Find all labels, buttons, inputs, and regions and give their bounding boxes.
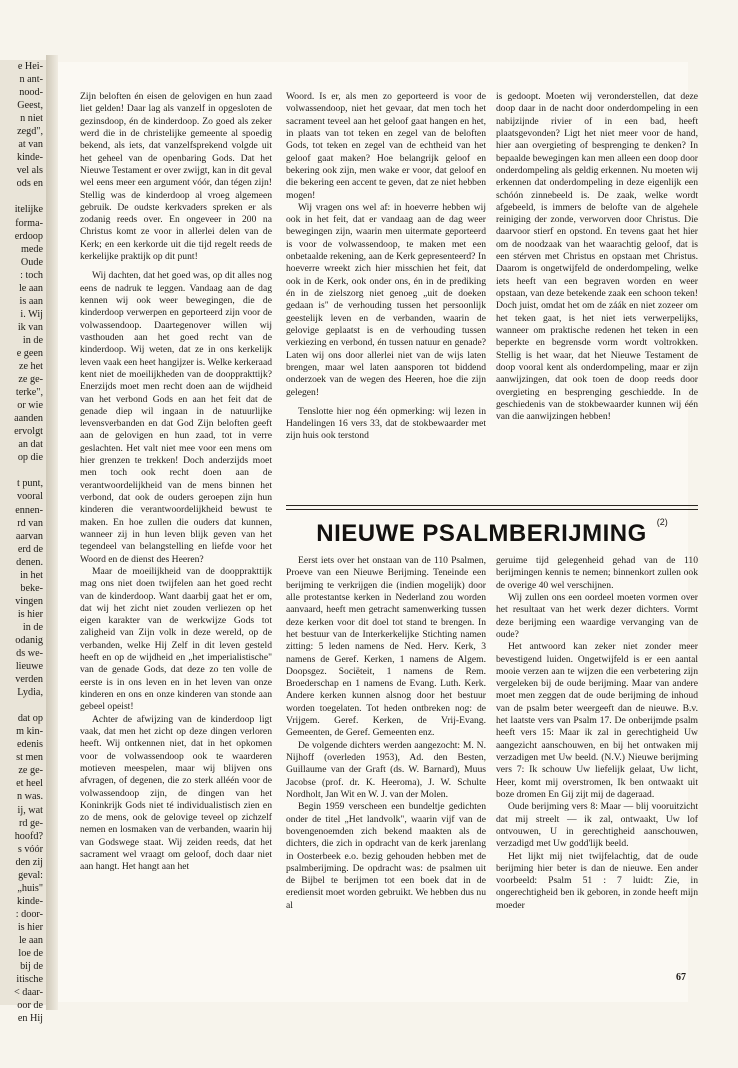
prev-page-fragment: ze ge- — [18, 374, 43, 386]
prev-page-fragment: en Hij — [17, 1013, 43, 1025]
prev-page-fragment: lieuwe — [15, 661, 43, 673]
section-divider — [286, 505, 698, 506]
article-heading — [286, 516, 698, 548]
prev-page-fragment: itelijke — [14, 204, 43, 216]
prev-page-fragment: is aan — [19, 295, 43, 307]
paragraph: geruime tijd gelegenheid gehad van de 110 berijmingen kennis te nemen; binnenkort zullen ook de overige 40 wel verschijnen. — [496, 555, 698, 591]
prev-page-fragment: kinde- — [16, 152, 43, 164]
prev-page-fragment: edenis — [16, 739, 43, 751]
paragraph: Het lijkt mij niet twijfelachtig, dat de oude berijming hier beter is dan de nieuwe. Een ander voorbeeld: Psalm 51 : 7 luidt: Zie, in ongerechtigheid ben ik geboren, in zonde heeft mijn moeder — [496, 850, 698, 911]
column-middle-bottom — [286, 555, 486, 912]
prev-page-fragment: ds we- — [16, 648, 43, 660]
prev-page-fragment: kinde- — [16, 895, 43, 907]
prev-page-fragment: oor de — [17, 1000, 43, 1012]
paragraph: Wij vragen ons wel af: in hoeverre hebben wij ook in het feit, dat er vandaag aan de dag weer bewegingen zijn, waarin men uitermate geporteerd is voor de volwassendoop, te maken met een onbetaalde rekening, aan de Kerk gepresenteerd? In hoeverre wreekt zich hier misschien het feit, dat ook in de Kerk, ook onder ons, én in de prediking én in de zielszorg niet genoeg „uit de doeken gedaan is" de verhouding tussen het persoonlijk geestelijk leven en de verbanden, waarin de gelovige geplaatst is en de verhouding tussen verkiezing en verbond, én tussen natuur en genade? Laten wij ons door allerlei niet van de wijs laten brengen, maar wel laten aansporen tot biddend onderzoek van de wegen des Heeren, hoe die zijn gelegen! — [286, 201, 486, 398]
prev-page-fragment: ze ge- — [18, 765, 43, 777]
prev-page-fragment: dat op — [17, 713, 43, 725]
prev-page-fragment: erdoop — [14, 230, 43, 242]
prev-page-fragment: mede — [20, 243, 43, 255]
prev-page-fragment: : toch — [20, 269, 43, 281]
prev-page-fragment: zegd", — [17, 126, 43, 138]
column-right-top — [496, 91, 698, 423]
prev-page-fragment: aanden — [14, 413, 43, 425]
prev-page-fragment — [0, 699, 46, 712]
article-part-number: (2) — [656, 516, 668, 527]
prev-page-fragment: vooral — [16, 491, 43, 503]
prev-page-fragment: Oude — [20, 256, 43, 268]
paragraph: Het antwoord kan zeker niet zonder meer bevestigend luiden. Ongetwijfeld is er een aantal mooie verzen aan te wijzen die een verbetering zijn vergeleken bij de oude berijming. Maar van andere moet men zeggen dat de oude berijming de inhoud van de psalm beter weergeeft dan de nieuwe. B.v. het laatste vers van Psalm 17. De onberijmde psalm heeft vers 15: Maar ik zal in gerechtigheid Uw aangezicht aanschouwen, en bij het ontwaken mij verzadigen met Uw beeld. (N.V.) Nieuwe berijming vers 7: Ik schouw Uw liefelijk gelaat, Uw licht, Heer, komt mij overstromen, Ik ben ontwaakt uit boze dromen En Gij zijt mij de dageraad. — [496, 641, 698, 800]
prev-page-fragment: ij, wat — [17, 804, 43, 816]
paragraph: Eerst iets over het onstaan van de 110 Psalmen, Proeve van een Nieuwe Berijming. Teneinde een berijming te verkrijgen die (indien mogelijk) door alle protestantse kerken in Nederland zou worden aanvaard, heeft men getracht samenwerking tussen deze kerken voor dit doel tot stand te brengen. In het bestuur van de Interkerkelijke Stichting namen zitting: 5 leden namens de Ned. Herv. Kerk, 3 namens de Geref. Kerken, 1 namens de Algem. Doopsgez. Sociëteit, 1 namens de Rem. Broederschap en 1 namens de Evang. Luth. Kerk. Andere kerken kunnen alsnog door het bestuur worden toegelaten. Tot heden ontbreken nog: de Vrijgem. Geref. Kerken, de Vrij-Evang. Gemeenten, de Geref. Gemeenten enz. — [286, 555, 486, 739]
column-left — [80, 91, 272, 874]
prev-page-fragment: den zij — [15, 856, 43, 868]
prev-page-fragment: e Hei- — [17, 61, 43, 72]
prev-page-fragment: ods en — [16, 178, 43, 190]
prev-page-fragment: t punt, — [16, 478, 43, 490]
prev-page-fragment: is hier — [17, 608, 43, 620]
paragraph: Oude berijming vers 8: Maar — blij vooruitzicht dat mij streelt — ik zal, ontwaakt, Uw lof ontvouwen, U in gerechtigheid aanschouwen, verzadigd met Uw godd'lijk beeld. — [496, 801, 698, 850]
prev-page-fragment: erd de — [17, 543, 43, 555]
prev-page-fragment: le aan — [18, 282, 43, 294]
prev-page-fragment: < daar- — [13, 987, 43, 999]
prev-page-fragment: n was. — [16, 791, 43, 803]
prev-page-fragment: geval: — [18, 869, 43, 881]
prev-page-fragment: et heel — [16, 778, 43, 790]
prev-page-fragment: ennen- — [15, 504, 43, 516]
prev-page-fragment: : door- — [15, 908, 43, 920]
prev-page-fragment: beke- — [20, 582, 43, 594]
prev-page-fragment: n ant- — [19, 74, 43, 86]
prev-page-fragment: in het — [20, 569, 43, 581]
prev-page-fragment: Lydia, — [17, 687, 43, 699]
prev-page-fragment: n niet — [20, 113, 43, 125]
prev-page-fragment: or wie — [17, 400, 43, 412]
prev-page-fragment: ze het — [18, 361, 43, 373]
prev-page-fragment: m kin- — [16, 726, 43, 738]
paragraph: is gedoopt. Moeten wij veronderstellen, dat deze doop daar in de nacht door onderdompeling in een nabijzijnde rivier of in een bad, heeft plaatsgevonden? Ligt het niet meer voor de hand, hier aan overgieting of besprenging te denken? In bepaalde bewegingen kan men alleen een doop door onderdompeling als geldig erkennen. Nu moeten wij erkennen dat onderdompeling in deze eigenlijk een schóón zinnebeeld is. De zaak, welke wordt afgebeeld, is immers de belofte van de algehele reiniging der zonde, verworven door Christus. Die daarvoor stierf en opstond. En tevens gaat het hier om de noodzaak van het waarachtig geloof, dat is een stérven met Christus en opstaan met Christus. Daarom is ongetwijfeld de onderdompeling, welke iets heeft van een begraven worden en weer opstaan, van deze betekende zaak een schoon teken! Doch juist, omdat het om de záák en niet zozeer om het teken gaat, is het niet iets verwerpelijks, wanneer om praktische redenen het teken in een beperkte en begrensde vorm wordt voltrokken. Stellig is het waar, dat het Nieuwe Testament de doop vooral kent als onderdompeling, maar er zijn aanwijzingen, dat ook toen de doop reeds door overgieting en besprenging geschiedde. In de geschiedenis van de stokbewaarder kunnen wij één van die aanwijzingen hebben! — [496, 91, 698, 423]
prev-page-fragment: rd ge- — [18, 817, 43, 829]
prev-page-fragment: hoofd? — [14, 830, 43, 842]
column-right-bottom — [496, 555, 698, 912]
prev-page-fragment — [0, 190, 46, 203]
prev-page-fragment: rd van — [17, 517, 43, 529]
paragraph: Zijn beloften én eisen de gelovigen en hun zaad liet gelden! Daar lag als vanzelf in opgesloten de gezinsdoop, én de kinderdoop. Zo goed als zeker werd die in de christelijke gemeente al spoedig bekend, als iets, dat vanzelfsprekend volgde uit het geheel van de openbaring Gods. Dat het Nieuwe Testament er over zwijgt, kan in dit geval wel eens meer een argument vóór, dan tégen zijn! Stellig was de kinderdoop al vroeg algemeen gebruik. De oudste kerkvaders spreken er als zodanig reeds over. En ongeveer in 200 na Christus komt ze voor in allerlei delen van de Kerk; en een kerkorde uit die tijd regelt reeds de kerkelijke praktijk op dit punt! — [80, 91, 272, 263]
prev-page-fragment: at van — [18, 139, 43, 151]
section-divider-thin — [286, 509, 698, 510]
prev-page-fragment: nood- — [19, 87, 43, 99]
paragraph: De volgende dichters werden aangezocht: M. N. Nijhoff (overleden 1953), Ad. den Besten, Guillaume van der Graft (ds. W. Barnard), Muus Jacobse (prof. dr. K. Heeroma), J. W. Schulte Nordholt, Jan Wit en W. J. van der Molen. — [286, 739, 486, 800]
prev-page-fragment: vingen — [15, 595, 43, 607]
prev-page-fragment: loe de — [18, 948, 43, 960]
paragraph: Tenslotte hier nog één opmerking: wij lezen in Handelingen 16 vers 33, dat de stokbewaarder met zijn huis ook terstond — [286, 405, 486, 442]
prev-page-fragment: in de — [22, 621, 43, 633]
prev-page-fragment: ik van — [17, 321, 43, 333]
previous-page-edge — [0, 60, 48, 1025]
prev-page-fragment: aarvan — [15, 530, 43, 542]
prev-page-fragment: bij de — [20, 961, 43, 973]
prev-page-fragment: is hier — [17, 921, 43, 933]
prev-page-fragment: odanig — [15, 634, 43, 646]
prev-page-fragment: terke", — [15, 387, 43, 399]
prev-page-fragment: verden — [15, 674, 43, 686]
paragraph: Wij dachten, dat het goed was, op dit alles nog eens de nadruk te leggen. Vandaag aan de dag kennen wij ook weer bewegingen, die de kinderdoop verwerpen en geporteerd zijn voor de volwassendoop. Daartegenover willen wij vasthouden aan het goed recht van de kinderdoop. Wij weten, dat ze in ons kerkelijk leven vaak een heet hangijzer is. Welke kerkeraad kent niet de moeilijkheden van de doopprakttijk? Enerzijds moet men recht doen aan de wijdheid van het verbond Gods en aan het feit dat de genade diep wil ingaan in de natuurlijke levensverbanden en dat God Zijn beloften geeft aan de gelovigen en hun zaad, tot in verre geslachten. Het valt niet mee voor een mens om hier grenzen te trekken! Doch anderzijds moet men toch ook recht doen aan de verantwoordelijkheid van de mens binnen het verbond, dat ook de ouders geroepen zijn hun kinderen die verantwoordelijkheid bewust te maken. En hoe zullen die ouders dat kunnen, wanneer zij in hun leven blijk geven van het tegendeel van belangstelling en liefde voor het Woord en de dienst des Heeren? — [80, 270, 272, 565]
book-gutter — [46, 55, 58, 1010]
prev-page-fragment: an dat — [18, 439, 43, 451]
prev-page-fragment: le aan — [18, 935, 43, 946]
prev-page-fragment — [0, 464, 46, 477]
prev-page-fragment: vel als — [16, 165, 43, 177]
paragraph: Achter de afwijzing van de kinderdoop ligt vaak, dat men het zicht op deze dingen verloren heeft. Wij ontkennen niet, dat in het opkomen voor de volwassendoop ook te waarderen motieven meespelen, maar wij blijven ons afvragen, of degenen, die zo sterk alléén voor de volwassendoop zijn, de dingen van het Koninkrijk Gods niet té individualistisch zien en zo de mens, ook de gelovige teveel op zichzelf nemen en losmaken van de verbanden, waarin hij van Godswege staat. Wij zeiden reeds, dat het sacrament wel vraagt om geloof, doch daar niet aan hangt. Het hangt aan het — [80, 713, 272, 873]
prev-page-fragment: forma- — [15, 217, 43, 229]
prev-page-fragment: Geest, — [17, 100, 43, 112]
article-title: NIEUWE PSALMBERIJMING — [316, 520, 647, 547]
prev-page-fragment: itische — [16, 974, 43, 986]
prev-page-fragment: i. Wij — [20, 308, 43, 320]
paragraph: Maar de moeilijkheid van de doopprakttijk mag ons niet doen twijfelen aan het goed recht van de kinderdoop. Want daarbij gaat het er om, dat wij het zicht niet zouden verliezen op het eigen karakter van de werkwijze Gods tot zaligheid van Zijn volk in deze wereld, op de verbanden, welke Hij Zelf in dit leven gesteld heeft en op de wijdheid en „het imperialistische" van de genade Gods, dat deze zo ten volle de eerste is in ons leven en in het leven van onze kinderen en ons en onze kinderen van stonde aan gebeel opeist! — [80, 565, 272, 713]
column-middle-top — [286, 91, 486, 443]
prev-page-fragment: s vóór — [17, 843, 43, 855]
page-number: 67 — [676, 972, 686, 983]
prev-page-fragment: e geen — [16, 347, 43, 359]
prev-page-fragment: st men — [16, 752, 43, 764]
prev-page-fragment: op die — [17, 452, 43, 464]
prev-page-fragment: ervolgt — [14, 426, 43, 438]
paragraph: Wij zullen ons een oordeel moeten vormen over het resultaat van het werk dezer dichters. Vormt deze berijming een waardige vervanging van de oude? — [496, 591, 698, 640]
paragraph: Woord. Is er, als men zo geporteerd is voor de volwassendoop, niet het gevaar, dat men toch het sacrament teveel aan het geloof gaat hangen en het, in plaats van tot teken en zegel van de beloften Gods, tot teken en zegel van de echtheid van het geloof gaat maken? Hoe belangrijk geloof en bekering ook zijn, men wake er voor, dat geloof en die bekering een accent te geven, dat ze niet hebben mogen! — [286, 91, 486, 201]
prev-page-fragment: „huis" — [17, 882, 43, 894]
prev-page-fragment: denen. — [16, 556, 43, 568]
paragraph: Begin 1959 verscheen een bundeltje gedichten onder de titel „Het landvolk", waarin vijf van de bovengenoemden zich bekend maakten als de dichters, die zich in opdracht van de kerk jarenlang in Oosterbeek e.o. bezig gehouden hebben met de psalmberijming. De opdracht was: de psalmen uit de Bijbel te berijmen tot een boek dat in de erediensit moet worden gebruikt. We hebben dus nu al — [286, 801, 486, 911]
prev-page-fragment: in de — [22, 334, 43, 346]
